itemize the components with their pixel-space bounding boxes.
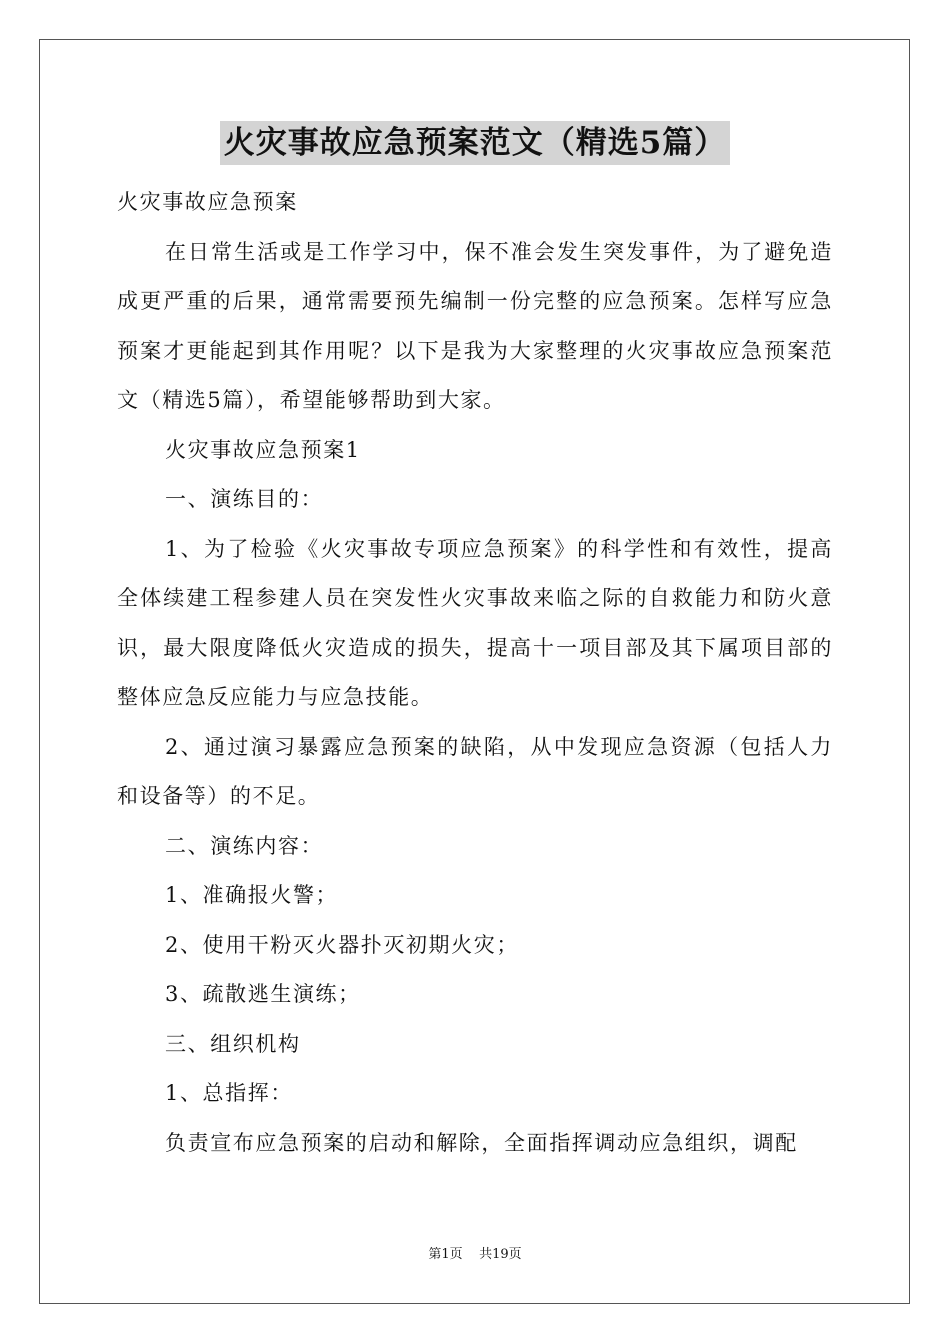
- list-item: 1、准确报火警；: [165, 883, 339, 907]
- section-heading: 三、组织机构: [165, 1031, 301, 1056]
- list-item: 1、总指挥：: [165, 1081, 293, 1105]
- list-item: 3、疏散逃生演练；: [165, 982, 361, 1006]
- page-number: 第1页: [428, 1247, 463, 1262]
- page-total: 共19页: [479, 1247, 522, 1262]
- paragraph: 1、为了检验《火灾事故专项应急预案》的科学性和有效性，提高全体续建工程参建人员在突发性火灾事故来临之际的自救能力和防火意识，最大限度降低火灾造成的损失，提高十一项目部及其下属项目部的整体应急反应能力与应急技能。: [117, 536, 833, 709]
- title-container: [0, 121, 950, 165]
- section-heading: 一、演练目的：: [165, 487, 324, 511]
- section-heading: 火灾事故应急预案1: [165, 437, 361, 462]
- paragraph: 2、通过演习暴露应急预案的缺陷，从中发现应急资源（包括人力和设备等）的不足。: [117, 734, 833, 808]
- section-heading: 二、演练内容：: [165, 833, 324, 858]
- paragraph-heading: 火灾事故应急预案: [117, 190, 298, 214]
- page-footer: [0, 1246, 950, 1264]
- list-item: 2、使用干粉灭火器扑灭初期火灾；: [165, 932, 519, 957]
- document-body: [117, 178, 833, 1168]
- document-title: 火灾事故应急预案范文（精选5篇）: [220, 121, 731, 165]
- paragraph: 在日常生活或是工作学习中，保不准会发生突发事件，为了避免造成更严重的后果，通常需要预先编制一份完整的应急预案。怎样写应急预案才更能起到其作用呢？以下是我为大家整理的火灾事故应急预案范文（精选5篇），希望能够帮助到大家。: [117, 239, 833, 412]
- paragraph: 负责宣布应急预案的启动和解除，全面指挥调动应急组织，调配: [165, 1130, 798, 1155]
